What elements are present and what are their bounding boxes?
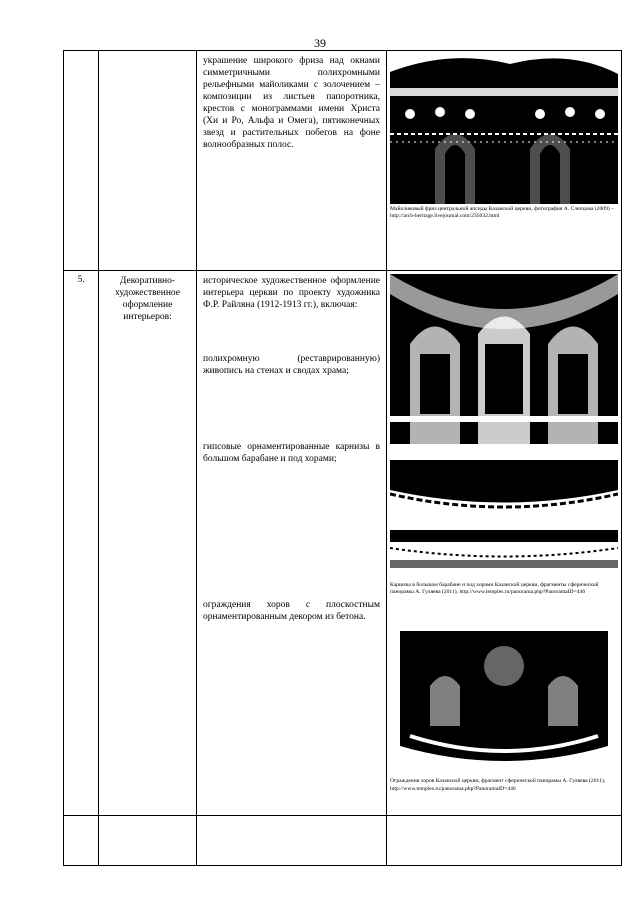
- row-number-cell: 5.: [64, 271, 99, 816]
- table-row: [64, 51, 622, 271]
- table-row: [64, 816, 622, 866]
- row-number-cell: [64, 816, 99, 866]
- frieze-description: украшение широкого фриза над окнами симметричными полихромными рельефными майоликами с золочением – композиции из листьев папоротника, крестов с монограммами имени Христа (Хи и Ро, Альфа и Омега), пятиконечных звезд и растительных побегов на фоне волнообразных полос.: [203, 56, 380, 150]
- cornices-item: гипсовые орнаментированные карнизы в большом барабане и под хорами;: [203, 442, 380, 464]
- choir-railings-photo: [390, 626, 618, 776]
- table-row: [64, 271, 622, 816]
- cornices-caption: Карнизы в большом барабане и под хорами Казанской церкви, фрагменты сферической панорамы А. Гуляева (2011), http://www.temples.ru/panorama.php?PanoramaID=446: [390, 582, 599, 596]
- frieze-photo: [390, 54, 618, 204]
- feature-cell: Декоративно-художественное оформление интерьеров:: [99, 271, 197, 816]
- row-number-cell: [64, 51, 99, 271]
- description-cell: [197, 51, 387, 271]
- feature-cell: [99, 51, 197, 271]
- interior-photo: [390, 274, 618, 444]
- choir-railings-item: ограждения хоров с плоскостным орнаментированным декором из бетона.: [203, 600, 380, 622]
- description-cell: [197, 816, 387, 866]
- feature-cell: [99, 816, 197, 866]
- choir-railings-caption: Ограждения хоров Казанской церкви, фрагмент сферической панорамы А. Гуляева (2011), http://www.temples.ru/panorama.php?PanoramaID=446: [390, 778, 606, 792]
- image-cell: [387, 51, 622, 271]
- description-cell: [197, 271, 387, 816]
- painting-item: полихромную (реставрированную) живопись на стенах и сводах храма;: [203, 354, 380, 376]
- monument-table: [63, 50, 622, 866]
- image-cell: [387, 816, 622, 866]
- cornices-photo: [390, 460, 618, 580]
- image-cell: [387, 271, 622, 816]
- page-number: 39: [314, 36, 326, 50]
- interior-intro: историческое художественное оформление интерьера церкви по проекту художника Ф.Р. Райляна (1912-1913 гг.), включая:: [203, 276, 380, 310]
- frieze-caption: Майоликовый фриз центральной апсиды Казанской церкви, фотография А. Слепцова (2009) – http://arch-heritage.livejournal.com/235032.html: [390, 206, 614, 220]
